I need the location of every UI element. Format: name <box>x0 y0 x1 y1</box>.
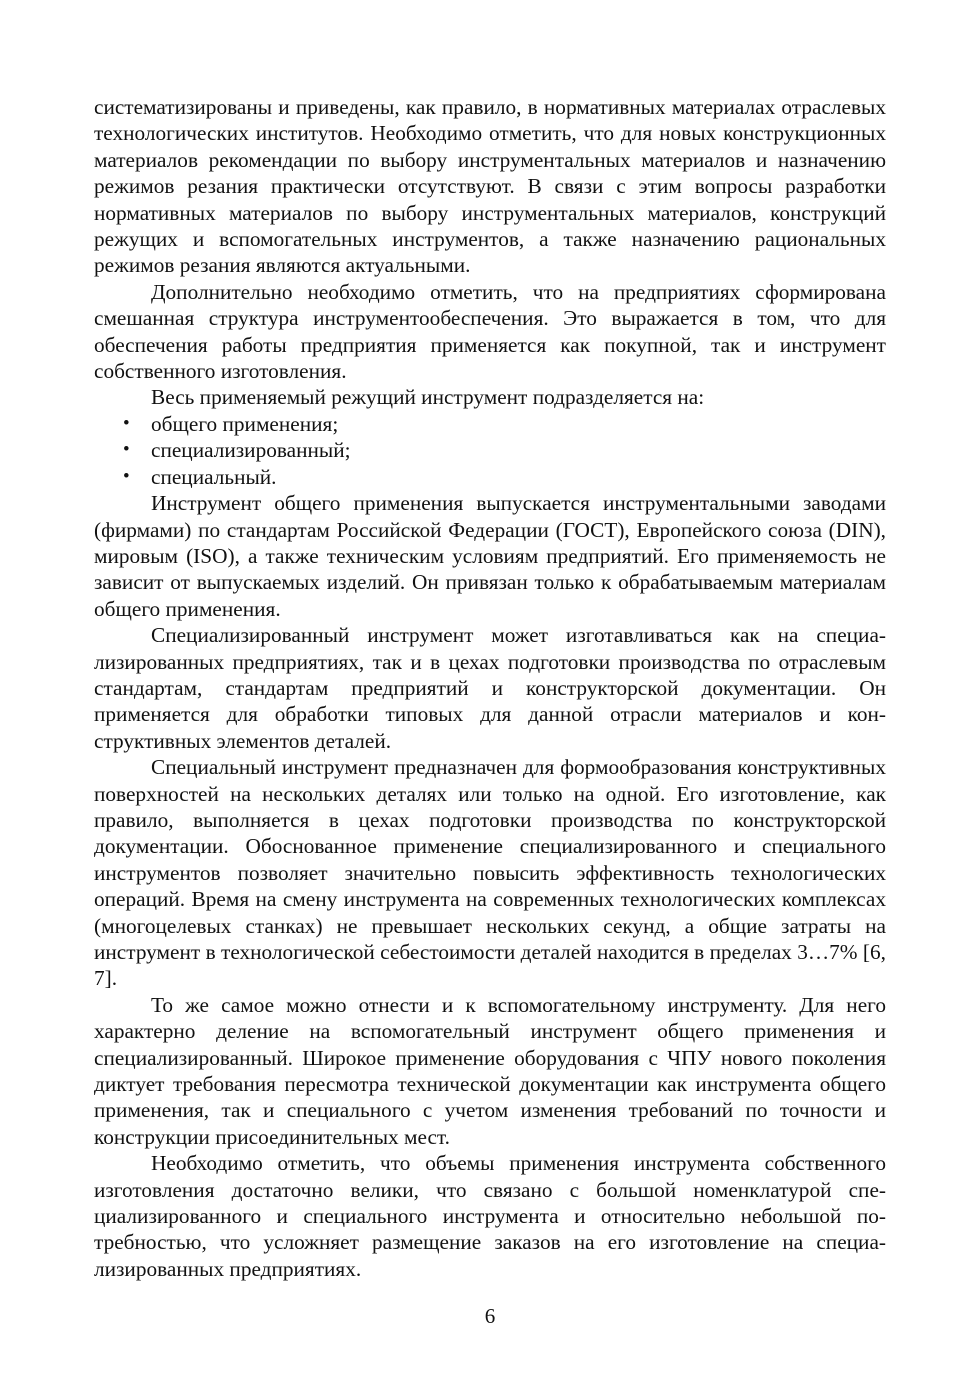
bullet-icon: • <box>123 465 130 487</box>
paragraph-1: систематизированы и приведены, как правило, в нормативных материалах отраслевых технологических институтов. Необходимо отметить, что для новых конструкционных материалов рекомендации по выбору инструментальных материалов и назначению режимов резания практически отсутствуют. В связи с этим вопросы разработки нормативных материалов по выбору инструментальных материалов, конструкций режущих и вспомогательных инструментов, а также назначению рациональных режимов резания являются актуальными. <box>94 95 886 278</box>
paragraph-4: Инструмент общего применения выпускается инструментальными заводами (фирмами) по стандартам Российской Федерации (ГОСТ), Европейского союза (DIN), мировым (ISO), а также техническим условиям предприятий. Его применяемость не зависит от выпускаемых изделий. Он привязан только к обрабатываемым материалам общего применения. <box>94 491 886 621</box>
paragraph-2: Дополнительно необходимо отметить, что на предприятиях сформирована смешанная структура инструментообеспечения. Это выражается в том, что для обеспечения работы предприятия применяется как покупной, так и инструмент собственного изготовления. <box>94 279 886 384</box>
paragraph-5: Специализированный инструмент может изготавливаться как на специализированных предприятиях, так и в цехах подготовки производства по отраслевым стандартам, стандартам предприятий и конструкторской документации. Он применяется для обработки типовых для данной отрасли материалов и конструктивных элементов деталей. <box>94 623 886 753</box>
bullet-icon: • <box>123 439 130 461</box>
paragraph-7: То же самое можно отнести и к вспомогательному инструменту. Для него характерно деление на вспомогательный инструмент общего применения и специализированный. Широкое применение оборудования с ЧПУ нового поколения диктует требования пересмотра технической документации как инструмента общего применения, так и специального с учетом изменения требований по точности и конструкции присоединительных мест. <box>94 992 886 1149</box>
list-item <box>94 411 886 437</box>
bullet-icon: • <box>123 412 130 434</box>
list-item-text: специальный. <box>151 464 277 489</box>
bullet-list <box>94 411 886 490</box>
paragraph-3: Весь применяемый режущий инструмент подразделяется на: <box>151 385 705 410</box>
list-item-text: специализированный; <box>151 438 351 463</box>
paragraph-8: Необходимо отметить, что объемы применения инструмента собственного изготовления достаточно велики, что связано с большой номенклатурой специализированного и специального инструмента и относительно небольшой потребностью, что усложняет размещение заказов на его изготовление на специализированных предприятиях. <box>94 1151 886 1281</box>
list-item <box>94 464 886 490</box>
list-item <box>94 437 886 463</box>
list-item-text: общего применения; <box>151 411 339 436</box>
page-body <box>94 94 886 1282</box>
paragraph-6: Специальный инструмент предназначен для формообразования конструктивных поверхностей на нескольких деталях или только на одной. Его изготовление, как правило, выполняется в цехах подготовки производства по конструкторской документации. Обоснованное применение специализированного и специального инструментов позволяет значительно повысить эффективность технологических операций. Время на смену инструмента на современных технологических комплексах (многоцелевых станках) не превышает нескольких секунд, а общие затраты на инструмент в технологической себестоимости деталей находится в пределах 3…7% [6, 7]. <box>94 755 886 991</box>
page-number: 6 <box>484 1304 496 1328</box>
